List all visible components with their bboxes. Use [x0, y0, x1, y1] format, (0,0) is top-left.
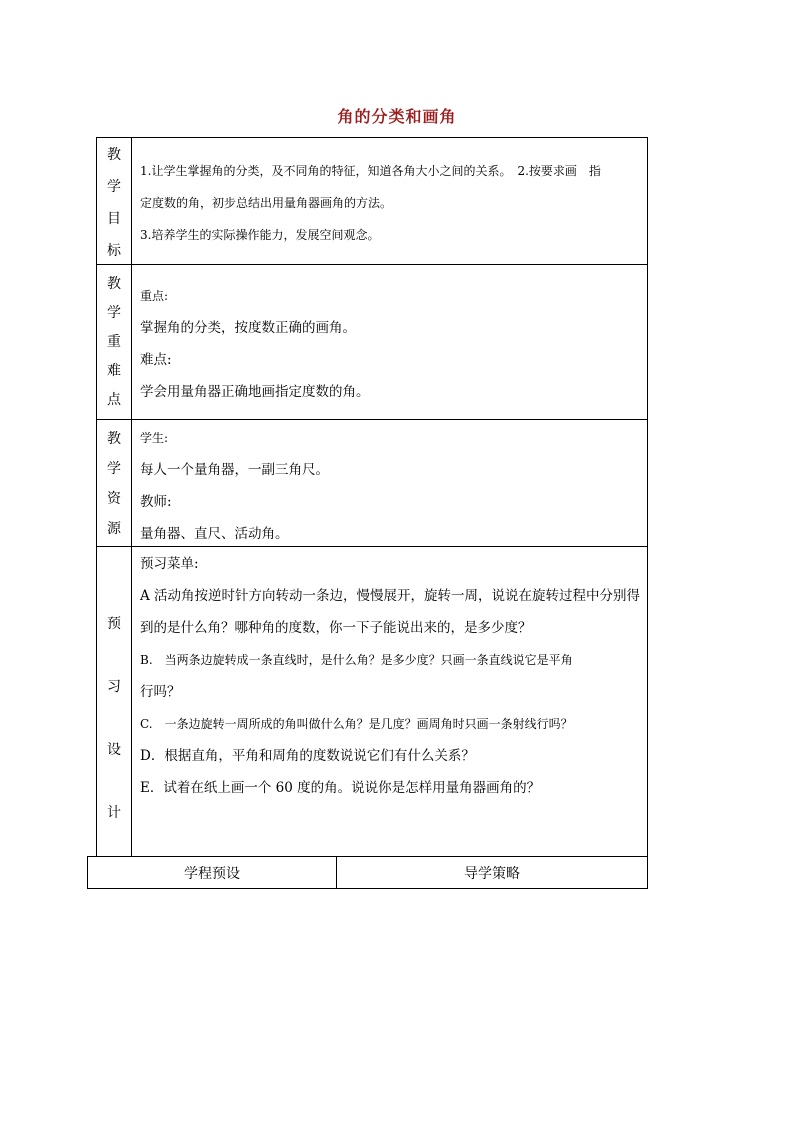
row-key-points	[97, 264, 648, 419]
row-content	[132, 420, 648, 546]
content-line: D．根据直角，平角和周角的度数说说它们有什么关系？	[140, 748, 475, 764]
label-char: 标	[107, 243, 121, 259]
content-line: 掌握角的分类，按度数正确的画角。	[140, 320, 356, 336]
content-line: 1.让学生掌握角的分类，及不同角的特征，知道各角大小之间的关系。 2.按要求画 指	[140, 164, 601, 178]
label-char: 学	[107, 305, 121, 321]
content-line: 难点:	[140, 352, 172, 368]
row-label	[97, 265, 132, 419]
content-line: 重点:	[140, 289, 169, 303]
label-char: 重	[107, 334, 121, 350]
label-char: 预	[107, 616, 121, 632]
content-line: 量角器、直尺、活动角。	[140, 526, 289, 542]
content-line: 到的是什么角？哪种角的度数，你一下子能说出来的，是多少度？	[140, 620, 532, 636]
footer-right-cell: 导学策略	[464, 865, 520, 882]
label-char: 源	[107, 521, 121, 537]
content-line: A 活动角按逆时针方向转动一条边，慢慢展开，旋转一周，说说在旋转过程中分别得	[140, 588, 641, 604]
row-content	[132, 138, 648, 264]
content-line: 学会用量角器正确地画指定度数的角。	[140, 384, 370, 400]
row-teaching-resources	[97, 419, 648, 546]
footer-header-row	[87, 856, 648, 889]
lesson-plan-table	[96, 137, 648, 857]
label-char: 目	[107, 211, 121, 227]
row-content	[132, 547, 648, 857]
content-line: 行吗？	[140, 684, 181, 700]
label-char: 教	[107, 276, 121, 292]
label-char: 习	[107, 679, 121, 695]
content-line: 3.培养学生的实际操作能力，发展空间观念。	[140, 228, 380, 242]
label-char: 设	[107, 742, 121, 758]
footer-left-cell: 学程预设	[88, 857, 337, 888]
label-char: 教	[107, 431, 121, 447]
row-label	[97, 547, 132, 857]
content-line: 学生:	[140, 431, 169, 445]
content-line: 定度数的角，初步总结出用量角器画角的方法。	[140, 196, 393, 210]
label-char: 资	[107, 491, 121, 507]
label-char: 点	[107, 392, 121, 408]
label-char: 难	[107, 363, 121, 379]
content-line: E．试着在纸上画一个 60 度的角。说说你是怎样用量角器画角的？	[140, 780, 541, 796]
label-char: 学	[107, 179, 121, 195]
row-label	[97, 420, 132, 546]
row-teaching-goals	[97, 137, 648, 264]
content-line: 教师:	[140, 494, 172, 510]
row-label	[97, 138, 132, 264]
content-line: 预习菜单:	[140, 556, 199, 572]
label-char: 计	[107, 805, 121, 821]
content-line: B. 当两条边旋转成一条直线时，是什么角？是多少度？只画一条直线说它是平角	[140, 653, 573, 667]
content-line: 每人一个量角器，一副三角尺。	[140, 462, 329, 478]
row-preview-design	[97, 546, 648, 857]
content-line: C. 一条边旋转一周所成的角叫做什么角？是几度？画周角时只画一条射线行吗？	[140, 717, 573, 731]
label-char: 教	[107, 147, 121, 163]
page-title: 角的分类和画角	[337, 107, 457, 126]
label-char: 学	[107, 461, 121, 477]
row-content	[132, 265, 648, 419]
